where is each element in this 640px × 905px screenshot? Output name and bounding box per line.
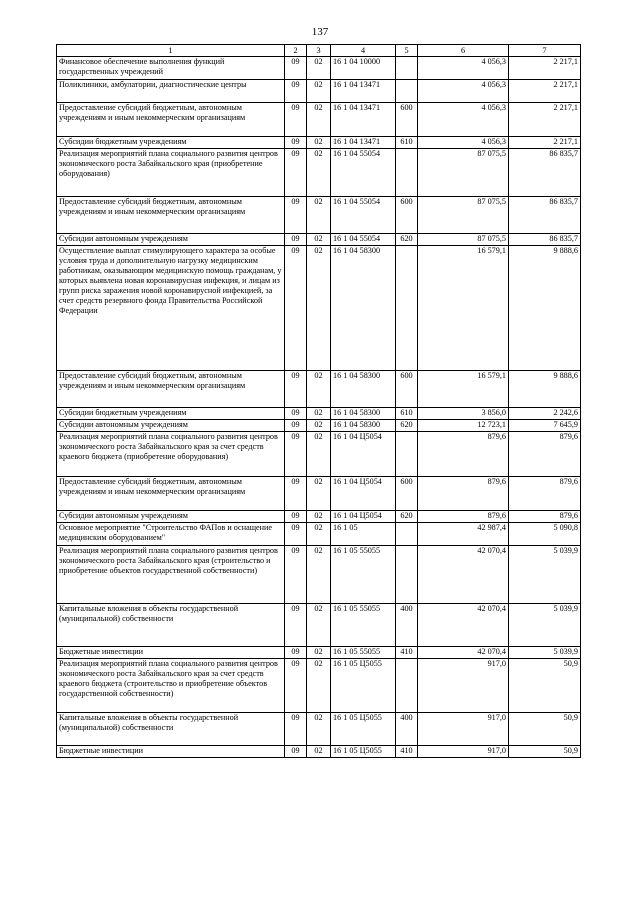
row-subsection: 02	[307, 57, 331, 80]
row-section: 09	[285, 546, 307, 604]
row-name: Основное мероприятие "Строительство ФАПов и оснащение медицинским оборудованием"	[57, 523, 285, 546]
row-target-code: 16 1 04 58300	[331, 420, 396, 432]
row-expense-type: 600	[396, 197, 418, 234]
row-name: Предоставление субсидий бюджетным, автономным учреждениям и иным некоммерческим организациям	[57, 197, 285, 234]
row-name: Осуществление выплат стимулирующего характера за особые условия труда и дополнительную нагрузку медицинским работникам, оказывающим медицинскую помощь гражданам, у которых выявлена новая коронавирусная инфекция, и лицам из групп риска заражения новой коронавирусной инфекцией, за счет средств резервного фонда Правительства Российской Федерации	[57, 246, 285, 371]
column-header: 6	[418, 45, 509, 57]
row-section: 09	[285, 246, 307, 371]
row-section: 09	[285, 511, 307, 523]
column-header: 1	[57, 45, 285, 57]
row-expense-type	[396, 149, 418, 197]
row-name: Предоставление субсидий бюджетным, автономным учреждениям и иным некоммерческим организациям	[57, 477, 285, 511]
row-amount-2: 86 835,7	[509, 197, 581, 234]
row-subsection: 02	[307, 477, 331, 511]
row-expense-type	[396, 523, 418, 546]
row-amount-2: 5 039,9	[509, 604, 581, 647]
table-row	[57, 149, 581, 197]
row-target-code: 16 1 04 13471	[331, 80, 396, 103]
table-row	[57, 371, 581, 408]
row-subsection: 02	[307, 137, 331, 149]
row-name: Реализация мероприятий плана социального развития центров экономического роста Забайкальского края за счет средств краевого бюджета (строительство и приобретение объектов государственной собственности)	[57, 659, 285, 713]
row-name: Реализация мероприятий плана социального развития центров экономического роста Забайкальского края (приобретение оборудования)	[57, 149, 285, 197]
row-target-code: 16 1 05 Ц5055	[331, 659, 396, 713]
row-amount-2: 5 039,9	[509, 647, 581, 659]
row-amount-1: 87 075,5	[418, 197, 509, 234]
row-section: 09	[285, 713, 307, 746]
row-target-code: 16 1 04 58300	[331, 246, 396, 371]
row-amount-1: 42 070,4	[418, 546, 509, 604]
row-amount-2: 86 835,7	[509, 234, 581, 246]
row-target-code: 16 1 04 13471	[331, 103, 396, 137]
row-expense-type: 410	[396, 746, 418, 758]
row-section: 09	[285, 477, 307, 511]
row-amount-2: 879,6	[509, 432, 581, 477]
row-amount-1: 917,0	[418, 713, 509, 746]
row-section: 09	[285, 371, 307, 408]
row-subsection: 02	[307, 420, 331, 432]
table-row	[57, 137, 581, 149]
row-name: Капитальные вложения в объекты государственной (муниципальной) собственности	[57, 604, 285, 647]
row-expense-type: 610	[396, 408, 418, 420]
row-target-code: 16 1 05 55055	[331, 604, 396, 647]
row-subsection: 02	[307, 746, 331, 758]
row-section: 09	[285, 647, 307, 659]
table-row	[57, 420, 581, 432]
row-section: 09	[285, 420, 307, 432]
row-expense-type: 620	[396, 234, 418, 246]
table-row	[57, 713, 581, 746]
row-amount-2: 50,9	[509, 713, 581, 746]
row-target-code: 16 1 04 Ц5054	[331, 477, 396, 511]
row-amount-1: 4 056,3	[418, 137, 509, 149]
row-name: Капитальные вложения в объекты государственной (муниципальной) собственности	[57, 713, 285, 746]
row-target-code: 16 1 04 55054	[331, 234, 396, 246]
row-section: 09	[285, 432, 307, 477]
row-amount-1: 42 070,4	[418, 647, 509, 659]
row-amount-1: 4 056,3	[418, 80, 509, 103]
row-subsection: 02	[307, 103, 331, 137]
row-target-code: 16 1 04 55054	[331, 149, 396, 197]
row-section: 09	[285, 80, 307, 103]
row-amount-2: 2 242,6	[509, 408, 581, 420]
row-subsection: 02	[307, 408, 331, 420]
row-target-code: 16 1 04 58300	[331, 408, 396, 420]
row-section: 09	[285, 149, 307, 197]
row-amount-2: 5 090,8	[509, 523, 581, 546]
row-target-code: 16 1 05 Ц5055	[331, 713, 396, 746]
row-amount-1: 879,6	[418, 511, 509, 523]
row-section: 09	[285, 659, 307, 713]
row-amount-1: 3 856,0	[418, 408, 509, 420]
row-amount-1: 42 070,4	[418, 604, 509, 647]
row-subsection: 02	[307, 234, 331, 246]
row-amount-1: 16 579,1	[418, 371, 509, 408]
row-amount-1: 4 056,3	[418, 103, 509, 137]
row-subsection: 02	[307, 246, 331, 371]
table-row	[57, 523, 581, 546]
row-subsection: 02	[307, 659, 331, 713]
row-name: Субсидии автономным учреждениям	[57, 234, 285, 246]
row-expense-type: 410	[396, 647, 418, 659]
row-subsection: 02	[307, 713, 331, 746]
row-amount-2: 9 888,6	[509, 246, 581, 371]
row-subsection: 02	[307, 647, 331, 659]
column-header: 2	[285, 45, 307, 57]
row-target-code: 16 1 04 55054	[331, 197, 396, 234]
table-row	[57, 604, 581, 647]
row-section: 09	[285, 746, 307, 758]
row-expense-type: 610	[396, 137, 418, 149]
column-header: 5	[396, 45, 418, 57]
row-amount-2: 5 039,9	[509, 546, 581, 604]
column-header: 7	[509, 45, 581, 57]
row-subsection: 02	[307, 149, 331, 197]
row-amount-1: 879,6	[418, 477, 509, 511]
row-name: Предоставление субсидий бюджетным, автономным учреждениям и иным некоммерческим организациям	[57, 103, 285, 137]
row-target-code: 16 1 04 Ц5054	[331, 511, 396, 523]
row-amount-1: 87 075,5	[418, 149, 509, 197]
row-target-code: 16 1 04 Ц5054	[331, 432, 396, 477]
row-section: 09	[285, 137, 307, 149]
row-name: Предоставление субсидий бюджетным, автономным учреждениям и иным некоммерческим организациям	[57, 371, 285, 408]
row-amount-2: 7 645,9	[509, 420, 581, 432]
table-row	[57, 647, 581, 659]
row-expense-type: 600	[396, 477, 418, 511]
row-amount-1: 917,0	[418, 659, 509, 713]
row-expense-type	[396, 80, 418, 103]
table-row	[57, 197, 581, 234]
row-target-code: 16 1 05 55055	[331, 647, 396, 659]
row-section: 09	[285, 197, 307, 234]
row-amount-1: 917,0	[418, 746, 509, 758]
row-section: 09	[285, 408, 307, 420]
table-row	[57, 234, 581, 246]
row-amount-1: 87 075,5	[418, 234, 509, 246]
table-row	[57, 57, 581, 80]
row-subsection: 02	[307, 511, 331, 523]
row-target-code: 16 1 05	[331, 523, 396, 546]
row-section: 09	[285, 234, 307, 246]
row-amount-2: 879,6	[509, 511, 581, 523]
row-subsection: 02	[307, 80, 331, 103]
row-expense-type	[396, 659, 418, 713]
table-row	[57, 246, 581, 371]
row-amount-2: 2 217,1	[509, 103, 581, 137]
row-name: Субсидии бюджетным учреждениям	[57, 137, 285, 149]
row-section: 09	[285, 523, 307, 546]
row-amount-1: 879,6	[418, 432, 509, 477]
row-amount-2: 2 217,1	[509, 57, 581, 80]
row-target-code: 16 1 05 Ц5055	[331, 746, 396, 758]
row-amount-1: 42 987,4	[418, 523, 509, 546]
row-name: Реализация мероприятий плана социального развития центров экономического роста Забайкальского края (строительство и приобретение объектов государственной собственности)	[57, 546, 285, 604]
column-header: 4	[331, 45, 396, 57]
row-name: Бюджетные инвестиции	[57, 647, 285, 659]
row-subsection: 02	[307, 371, 331, 408]
row-expense-type: 400	[396, 713, 418, 746]
row-amount-2: 86 835,7	[509, 149, 581, 197]
row-name: Субсидии автономным учреждениям	[57, 420, 285, 432]
row-target-code: 16 1 04 10000	[331, 57, 396, 80]
row-amount-1: 4 056,3	[418, 57, 509, 80]
table-row	[57, 511, 581, 523]
row-amount-2: 2 217,1	[509, 80, 581, 103]
row-amount-2: 2 217,1	[509, 137, 581, 149]
row-expense-type	[396, 246, 418, 371]
row-subsection: 02	[307, 604, 331, 647]
row-section: 09	[285, 604, 307, 647]
table-row	[57, 80, 581, 103]
row-name: Субсидии автономным учреждениям	[57, 511, 285, 523]
row-amount-2: 879,6	[509, 477, 581, 511]
row-expense-type: 400	[396, 604, 418, 647]
row-name: Финансовое обеспечение выполнения функций государственных учреждений	[57, 57, 285, 80]
table-row	[57, 408, 581, 420]
table-row	[57, 659, 581, 713]
row-expense-type	[396, 546, 418, 604]
row-amount-2: 50,9	[509, 746, 581, 758]
row-name: Субсидии бюджетным учреждениям	[57, 408, 285, 420]
table-header-row	[57, 45, 581, 57]
row-subsection: 02	[307, 197, 331, 234]
row-expense-type: 620	[396, 420, 418, 432]
row-amount-1: 16 579,1	[418, 246, 509, 371]
row-target-code: 16 1 05 55055	[331, 546, 396, 604]
row-name: Поликлиники, амбулатории, диагностические центры	[57, 80, 285, 103]
row-target-code: 16 1 04 58300	[331, 371, 396, 408]
row-expense-type: 600	[396, 371, 418, 408]
row-expense-type: 600	[396, 103, 418, 137]
row-subsection: 02	[307, 546, 331, 604]
table-row	[57, 746, 581, 758]
budget-table	[56, 44, 581, 758]
row-expense-type	[396, 432, 418, 477]
row-subsection: 02	[307, 523, 331, 546]
table-row	[57, 103, 581, 137]
row-name: Бюджетные инвестиции	[57, 746, 285, 758]
table-row	[57, 432, 581, 477]
row-amount-2: 9 888,6	[509, 371, 581, 408]
page-number: 137	[311, 26, 329, 38]
row-expense-type	[396, 57, 418, 80]
row-name: Реализация мероприятий плана социального развития центров экономического роста Забайкальского края за счет средств краевого бюджета (приобретение оборудования)	[57, 432, 285, 477]
table-row	[57, 477, 581, 511]
row-expense-type: 620	[396, 511, 418, 523]
row-amount-2: 50,9	[509, 659, 581, 713]
column-header: 3	[307, 45, 331, 57]
row-section: 09	[285, 57, 307, 80]
table-row	[57, 546, 581, 604]
row-section: 09	[285, 103, 307, 137]
row-target-code: 16 1 04 13471	[331, 137, 396, 149]
row-amount-1: 12 723,1	[418, 420, 509, 432]
row-subsection: 02	[307, 432, 331, 477]
